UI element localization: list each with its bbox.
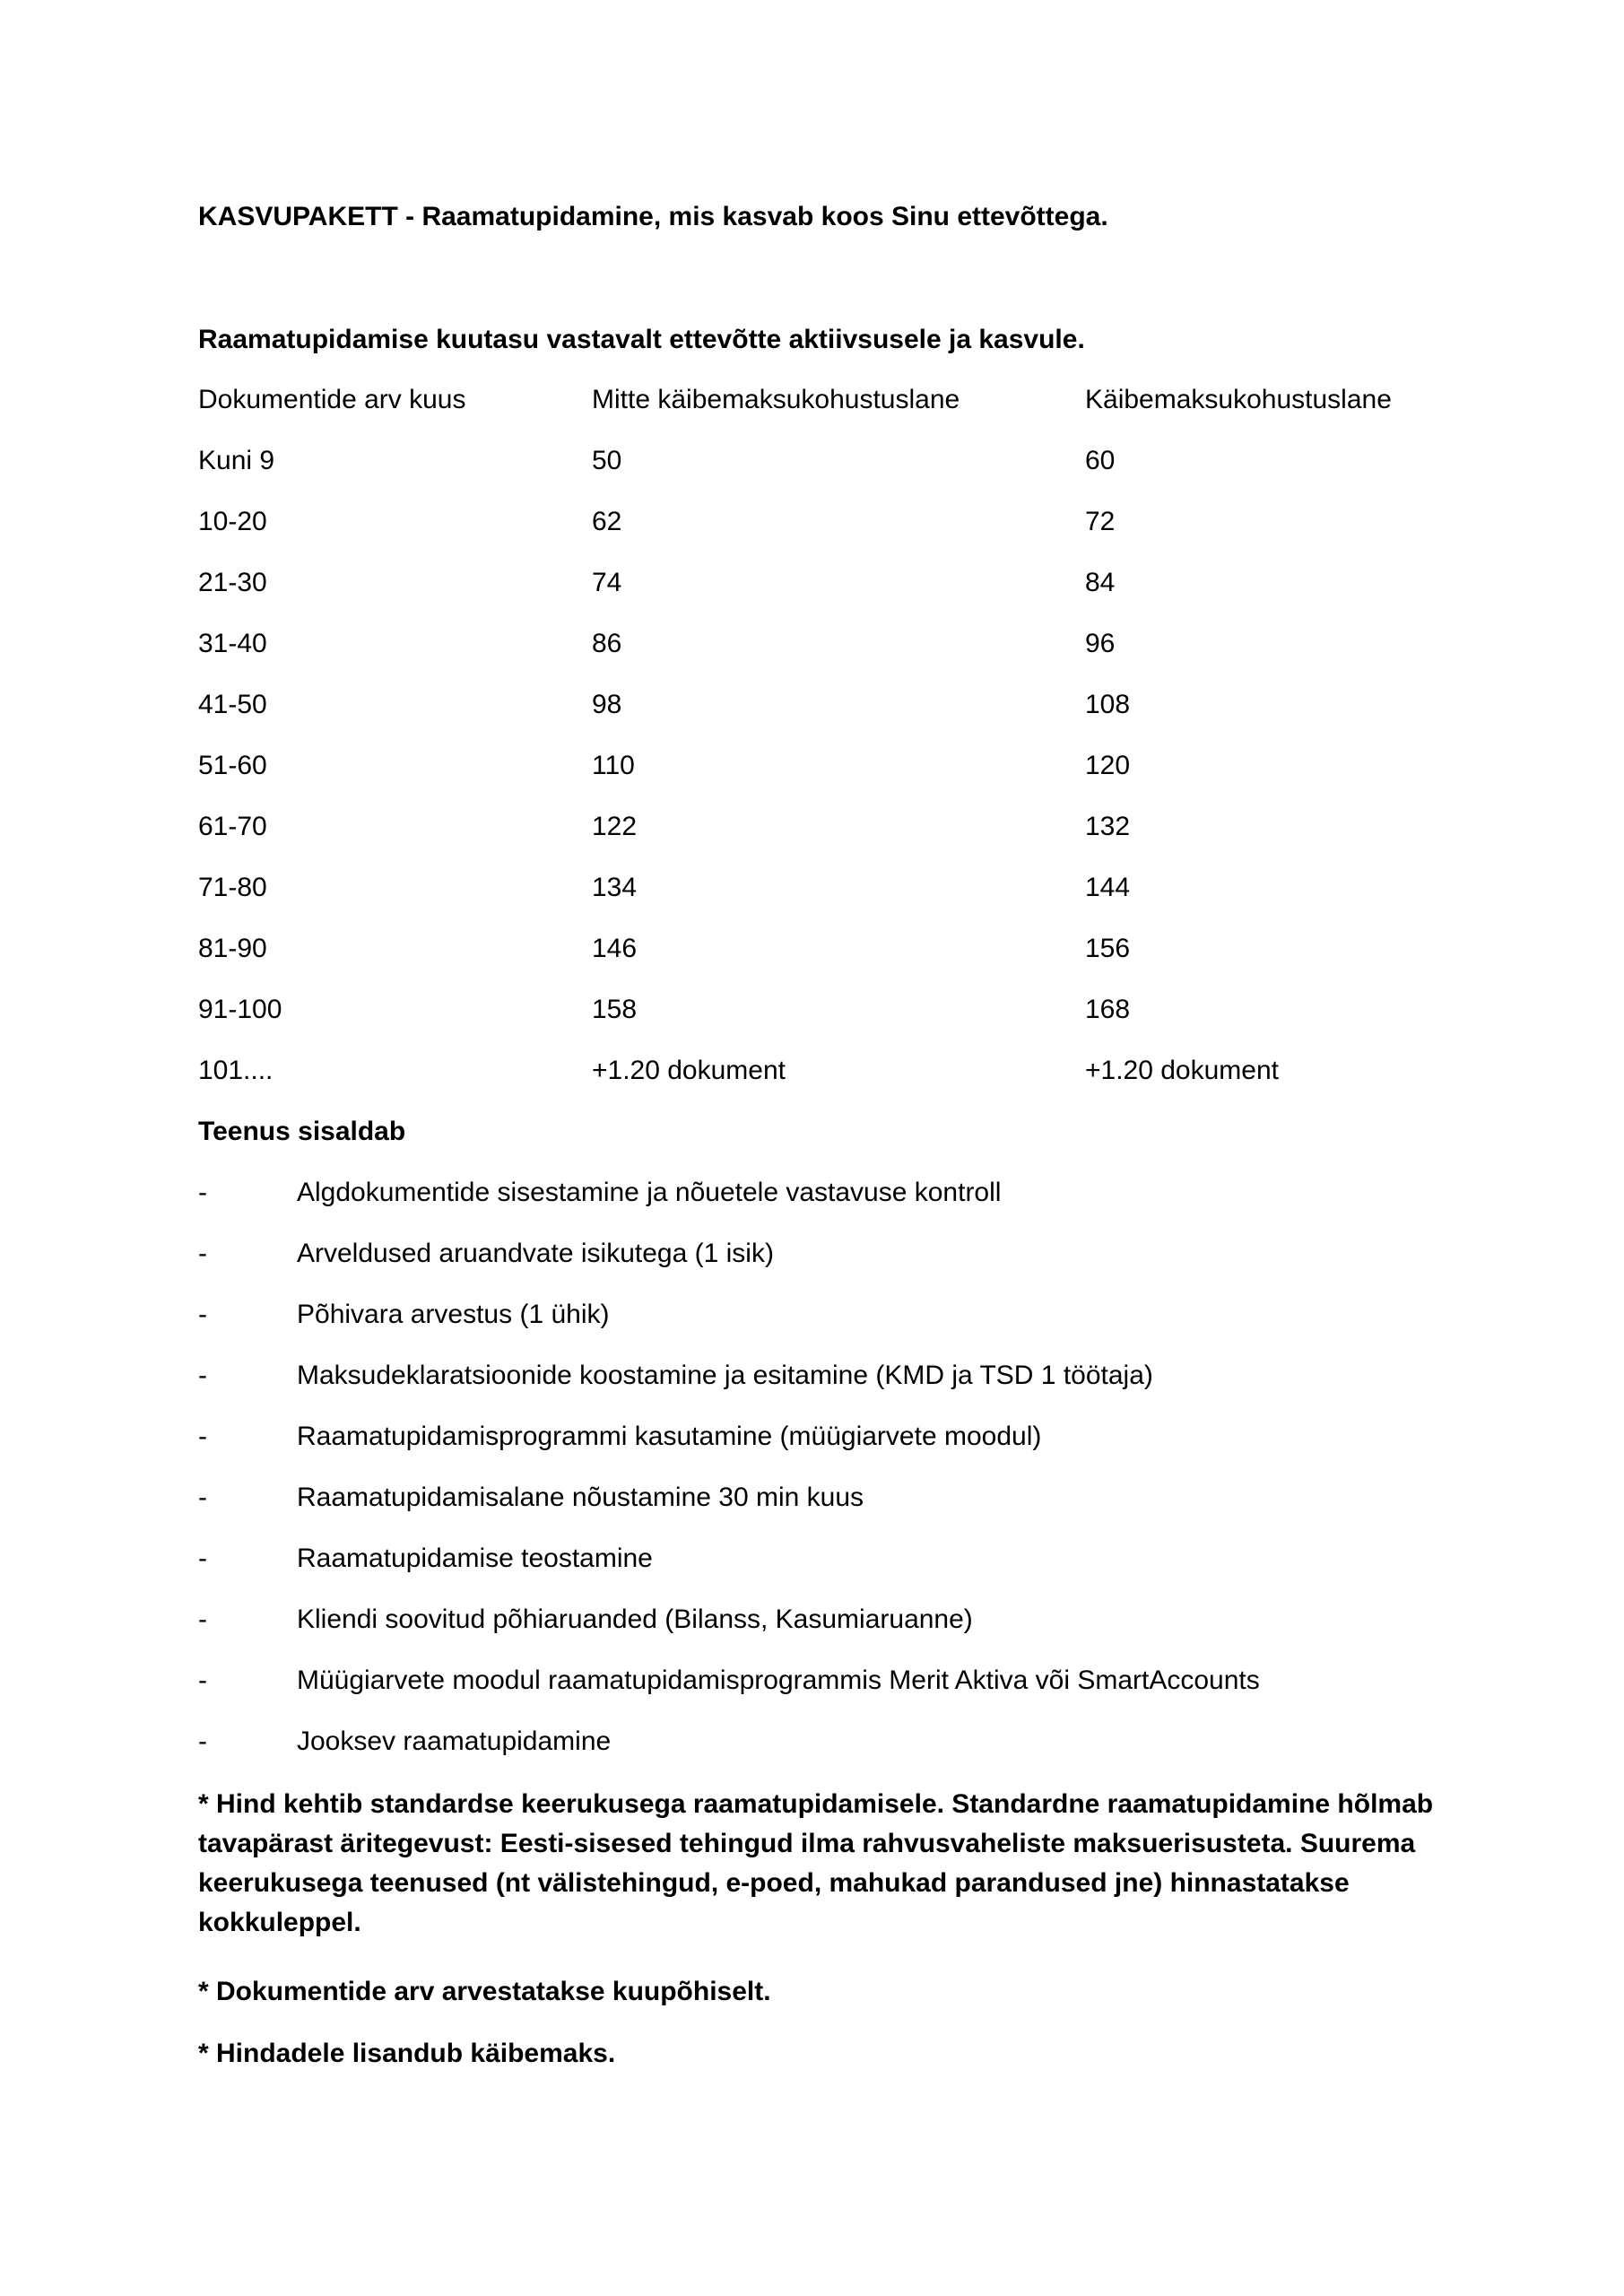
cell-documents: 41-50 — [198, 690, 267, 719]
table-row — [0, 750, 1624, 782]
list-item-text: Põhivara arvestus (1 ühik) — [297, 1300, 610, 1329]
cell-documents: 51-60 — [198, 751, 267, 780]
note-document-count: * Dokumentide arv arvestatakse kuupõhiselt. — [198, 1977, 771, 2006]
list-item — [0, 1238, 1624, 1270]
cell-documents: 21-30 — [198, 568, 267, 597]
cell-non-vat-price: 134 — [592, 873, 638, 902]
cell-non-vat-price: 122 — [592, 812, 638, 841]
list-item — [0, 1177, 1624, 1209]
column-header-non-vat: Mitte käibemaksukohustuslane — [592, 385, 960, 414]
bullet-dash: - — [198, 1361, 207, 1390]
column-header-vat: Käibemaksukohustuslane — [1085, 385, 1392, 414]
bullet-dash: - — [198, 1665, 207, 1695]
services-heading: Teenus sisaldab — [198, 1117, 406, 1146]
cell-non-vat-price: 86 — [592, 629, 622, 658]
cell-vat-price: 84 — [1085, 568, 1116, 597]
table-row — [0, 445, 1624, 477]
cell-vat-price: +1.20 dokument — [1085, 1056, 1279, 1085]
cell-vat-price: 96 — [1085, 629, 1116, 658]
bullet-dash: - — [198, 1483, 207, 1512]
cell-non-vat-price: 110 — [592, 751, 635, 780]
column-header-documents: Dokumentide arv kuus — [198, 385, 466, 414]
cell-documents: 61-70 — [198, 812, 267, 841]
cell-non-vat-price: 74 — [592, 568, 622, 597]
bullet-dash: - — [198, 1422, 207, 1451]
cell-vat-price: 60 — [1085, 446, 1116, 475]
list-item — [0, 1482, 1624, 1514]
bullet-dash: - — [198, 1726, 207, 1756]
list-item — [0, 1665, 1624, 1697]
note-vat-added: * Hindadele lisandub käibemaks. — [198, 2039, 616, 2068]
bullet-dash: - — [198, 1239, 207, 1268]
table-row — [0, 689, 1624, 721]
list-item — [0, 1543, 1624, 1575]
list-item-text: Algdokumentide sisestamine ja nõuetele vastavuse kontroll — [297, 1178, 1002, 1207]
cell-documents: 31-40 — [198, 629, 267, 658]
note-pricing-scope: * Hind kehtib standardse keerukusega raamatupidamisele. Standardne raamatupidamine hõlmab tavapärast äritegevust: Eesti-sisesed tehingud ilma rahvusvaheliste maksuerisusteta. Suurema keerukusega teenused (nt välistehingud, e-poed, mahukad parandused jne) hinnastatakse kokkuleppel. — [198, 1789, 1434, 1937]
list-item-text: Kliendi soovitud põhiaruanded (Bilanss, Kasumiaruanne) — [297, 1605, 973, 1634]
cell-vat-price: 72 — [1085, 507, 1116, 536]
list-item-text: Raamatupidamisprogrammi kasutamine (müügiarvete moodul) — [297, 1422, 1042, 1451]
cell-documents: 91-100 — [198, 995, 282, 1024]
list-item-text: Jooksev raamatupidamine — [297, 1726, 612, 1756]
cell-documents: Kuni 9 — [198, 446, 275, 475]
document-title: KASVUPAKETT - Raamatupidamine, mis kasvab koos Sinu ettevõttega. — [198, 202, 1108, 231]
list-item — [0, 1299, 1624, 1331]
list-item — [0, 1360, 1624, 1392]
cell-non-vat-price: 98 — [592, 690, 622, 719]
table-row — [0, 628, 1624, 660]
cell-documents: 81-90 — [198, 934, 267, 963]
list-item-text: Maksudeklaratsioonide koostamine ja esitamine (KMD ja TSD 1 töötaja) — [297, 1361, 1153, 1390]
cell-vat-price: 108 — [1085, 690, 1131, 719]
pricing-subtitle: Raamatupidamise kuutasu vastavalt ettevõtte aktiivsusele ja kasvule. — [198, 325, 1085, 354]
cell-vat-price: 156 — [1085, 934, 1131, 963]
list-item-text: Raamatupidamisalane nõustamine 30 min kuus — [297, 1483, 864, 1512]
table-row — [0, 994, 1624, 1026]
table-row — [0, 1055, 1624, 1087]
cell-non-vat-price: 62 — [592, 507, 622, 536]
bullet-dash: - — [198, 1300, 207, 1329]
list-item — [0, 1726, 1624, 1758]
table-row — [0, 506, 1624, 538]
cell-non-vat-price: +1.20 dokument — [592, 1056, 786, 1085]
cell-non-vat-price: 146 — [592, 934, 638, 963]
bullet-dash: - — [198, 1605, 207, 1634]
cell-documents: 10-20 — [198, 507, 267, 536]
bullet-dash: - — [198, 1178, 207, 1207]
list-item — [0, 1604, 1624, 1636]
cell-documents: 71-80 — [198, 873, 267, 902]
list-item-text: Raamatupidamise teostamine — [297, 1544, 653, 1573]
table-row — [0, 811, 1624, 843]
table-row — [0, 567, 1624, 599]
cell-vat-price: 168 — [1085, 995, 1131, 1024]
list-item-text: Arveldused aruandvate isikutega (1 isik) — [297, 1239, 774, 1268]
table-row — [0, 872, 1624, 904]
list-item — [0, 1421, 1624, 1453]
table-row — [0, 933, 1624, 965]
cell-vat-price: 144 — [1085, 873, 1131, 902]
cell-documents: 101.... — [198, 1056, 274, 1085]
cell-non-vat-price: 158 — [592, 995, 638, 1024]
cell-vat-price: 132 — [1085, 812, 1131, 841]
bullet-dash: - — [198, 1544, 207, 1573]
cell-non-vat-price: 50 — [592, 446, 622, 475]
cell-vat-price: 120 — [1085, 751, 1131, 780]
table-header-row — [0, 384, 1624, 416]
list-item-text: Müügiarvete moodul raamatupidamisprogrammis Merit Aktiva või SmartAccounts — [297, 1665, 1260, 1695]
